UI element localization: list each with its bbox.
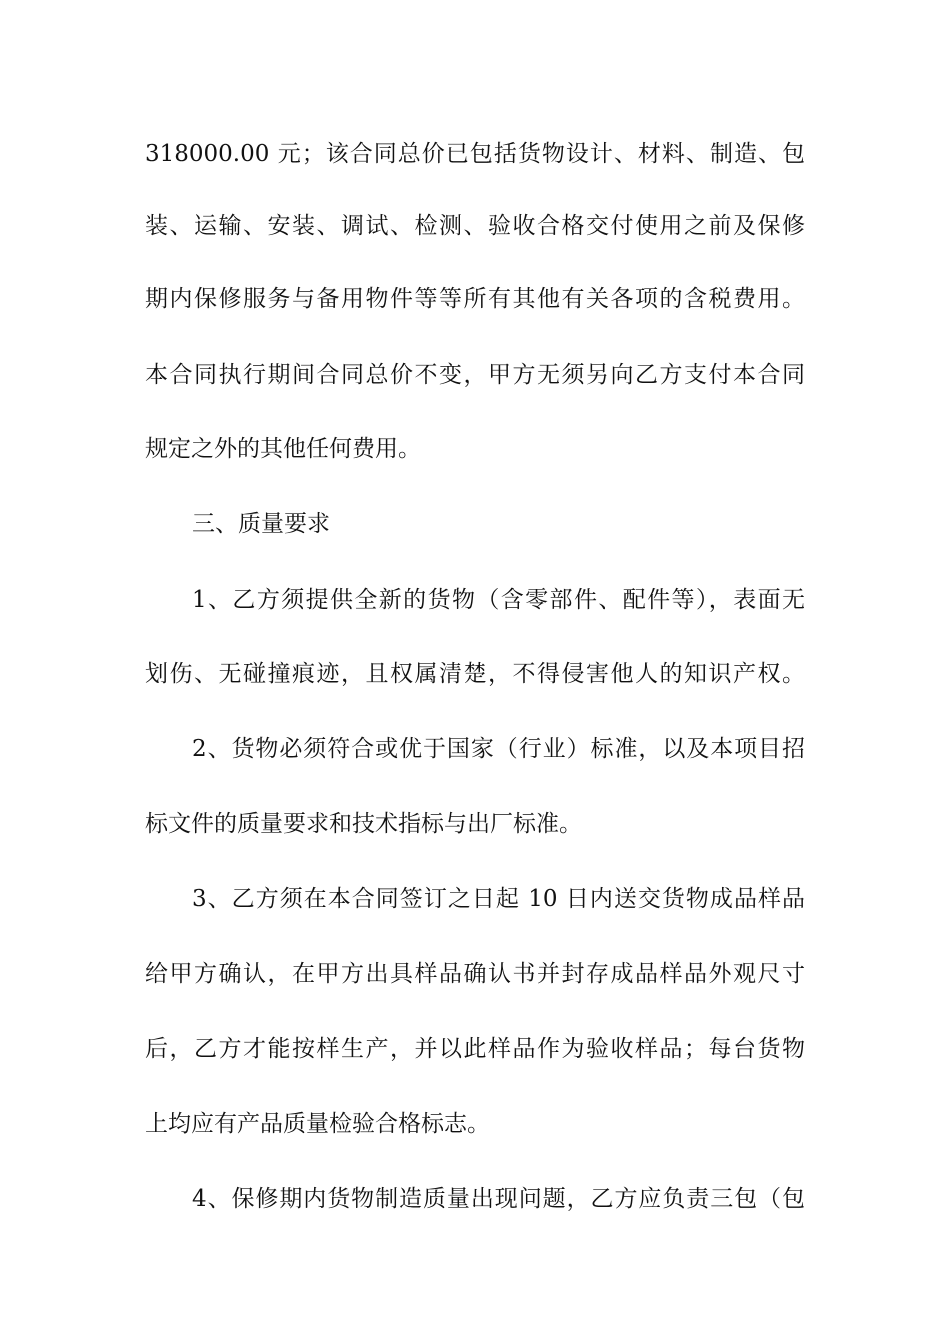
text-line-5: 规定之外的其他任何费用。 <box>145 436 421 462</box>
clause-4-line-1: 4、保修期内货物制造质量出现问题，乙方应负责三包（包 <box>192 1186 805 1212</box>
clause-3-line-4: 上均应有产品质量检验合格标志。 <box>145 1111 490 1137</box>
clause-3-line-2: 给甲方确认，在甲方出具样品确认书并封存成品样品外观尺寸 <box>145 961 805 987</box>
clause-3-line-3: 后，乙方才能按样生产，并以此样品作为验收样品；每台货物 <box>145 1036 805 1062</box>
clause-1-line-1: 1、乙方须提供全新的货物（含零部件、配件等），表面无 <box>192 587 805 613</box>
text-line-1: 318000.00 元；该合同总价已包括货物设计、材料、制造、包 <box>145 141 805 167</box>
clause-2-line-2: 标文件的质量要求和技术指标与出厂标准。 <box>145 811 582 837</box>
text-line-3: 期内保修服务与备用物件等等所有其他有关各项的含税费用。 <box>145 286 805 312</box>
text-line-4: 本合同执行期间合同总价不变，甲方无须另向乙方支付本合同 <box>145 362 805 388</box>
clause-2-line-1: 2、货物必须符合或优于国家（行业）标准，以及本项目招 <box>192 736 805 762</box>
section-heading-quality: 三、质量要求 <box>192 511 330 537</box>
text-line-2: 装、运输、安装、调试、检测、验收合格交付使用之前及保修 <box>145 213 805 239</box>
clause-1-line-2: 划伤、无碰撞痕迹，且权属清楚，不得侵害他人的知识产权。 <box>145 661 805 687</box>
clause-3-line-1: 3、乙方须在本合同签订之日起 10 日内送交货物成品样品 <box>192 886 805 912</box>
